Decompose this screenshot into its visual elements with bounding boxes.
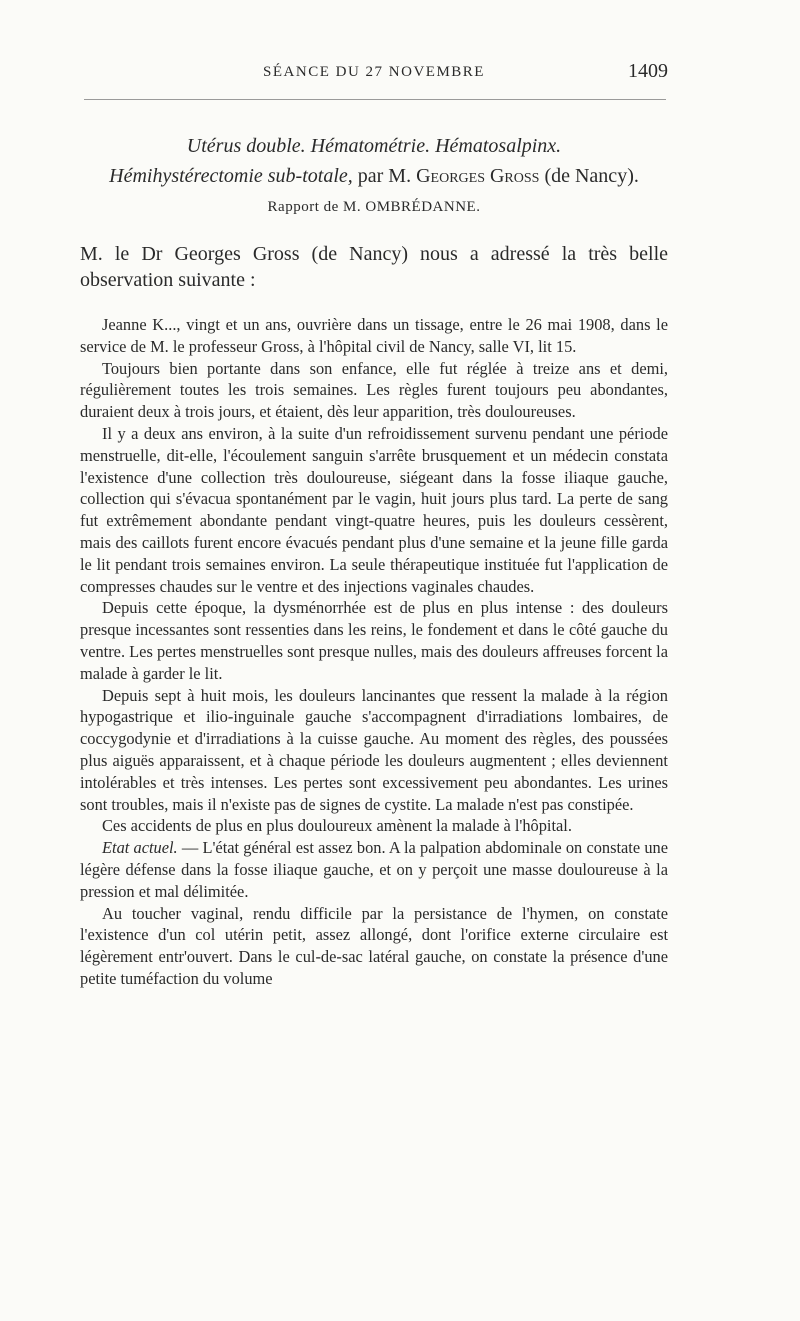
paragraph: Depuis sept à huit mois, les douleurs lancinantes que ressent la malade à la région hypogastrique et ilio-inguinale gauche s'accompagnent d'irradiations lombaires, de coccygodynie et d'irradiations à la cuisse gauche. Au moment des règles, des poussées plus aiguës apparaissent, et à chaque période les douleurs augmentent ; elles deviennent intolérables et très intenses. Les pertes sont excessivement peu abondantes. Les urines sont troubles, mais il n'existe pas de signes de cystite. La malade n'est pas constipée.: [80, 685, 668, 814]
title-author: Georges Gross: [416, 165, 540, 187]
title-line-1: Utérus double. Hématométrie. Hématosalpinx.: [186, 135, 562, 157]
rapport-line: Rapport de M. OMBRÉDANNE.: [267, 199, 481, 215]
paragraph: Toujours bien portante dans son enfance, elle fut réglée à treize ans et demi, régulièrement toutes les trois semaines. Les règles furent toujours peu abondantes, duraient deux à trois jours, et étaient, dès leur apparition, très douloureuses.: [80, 358, 668, 422]
intro-paragraph: M. le Dr Georges Gross (de Nancy) nous a adressé la très belle observation suivante :: [80, 243, 668, 291]
title-line-2: Hémihystérectomie sub-totale, par M. Georges Gross (de Nancy).: [109, 165, 639, 187]
page-number: 1409: [628, 60, 668, 82]
running-title: SÉANCE DU 27 NOVEMBRE: [263, 64, 485, 80]
paragraph: Ces accidents de plus en plus douloureux amènent la malade à l'hôpital.: [102, 816, 572, 836]
paragraph: Il y a deux ans environ, à la suite d'un refroidissement survenu pendant une période menstruelle, dit-elle, l'écoulement sanguin s'arrête brusquement et un médecin constata l'existence d'une collection très douloureuse, siégeant dans la fosse iliaque gauche, collection qui s'évacua spontanément par le vagin, huit jours plus tard. La perte de sang fut extrêmement abondante pendant vingt-quatre heures, puis les douleurs cessèrent, mais des caillots furent encore évacués pendant plus d'une semaine et la jeune fille garda le lit pendant trois semaines environ. La seule thérapeutique instituée fut l'application de compresses chaudes sur le ventre et des injections vaginales chaudes.: [80, 423, 668, 596]
header-rule: [84, 99, 666, 100]
observation-body: [80, 314, 668, 990]
paragraph: Depuis cette époque, la dysménorrhée est de plus en plus intense : des douleurs presque incessantes sont ressenties dans les reins, le fondement et dans le côté gauche du ventre. Les pertes menstruelles sont presque nulles, mais des douleurs affreuses forcent la malade à garder le lit.: [80, 598, 668, 683]
running-header: [80, 60, 668, 88]
paragraph: Au toucher vaginal, rendu difficile par la persistance de l'hymen, on constate l'existence d'un col utérin petit, assez allongé, dont l'orifice externe circulaire est légèrement entr'ouvert. Dans le cul-de-sac latéral gauche, on constate la présence d'une petite tuméfaction du volume: [80, 903, 668, 988]
title-procedure: Hémihystérectomie sub-totale,: [109, 165, 353, 187]
paragraph: Jeanne K..., vingt et un ans, ouvrière dans un tissage, entre le 26 mai 1908, dans le service de M. le professeur Gross, à l'hôpital civil de Nancy, salle VI, lit 15.: [80, 315, 668, 356]
paragraph-etat-actuel: Etat actuel. — L'état général est assez bon. A la palpation abdominale on constate une légère défense dans la fosse iliaque gauche, et on y perçoit une masse douloureuse à la pression et mal délimitée.: [80, 838, 669, 901]
etat-label: Etat actuel.: [102, 838, 178, 858]
article-title: [80, 131, 668, 191]
